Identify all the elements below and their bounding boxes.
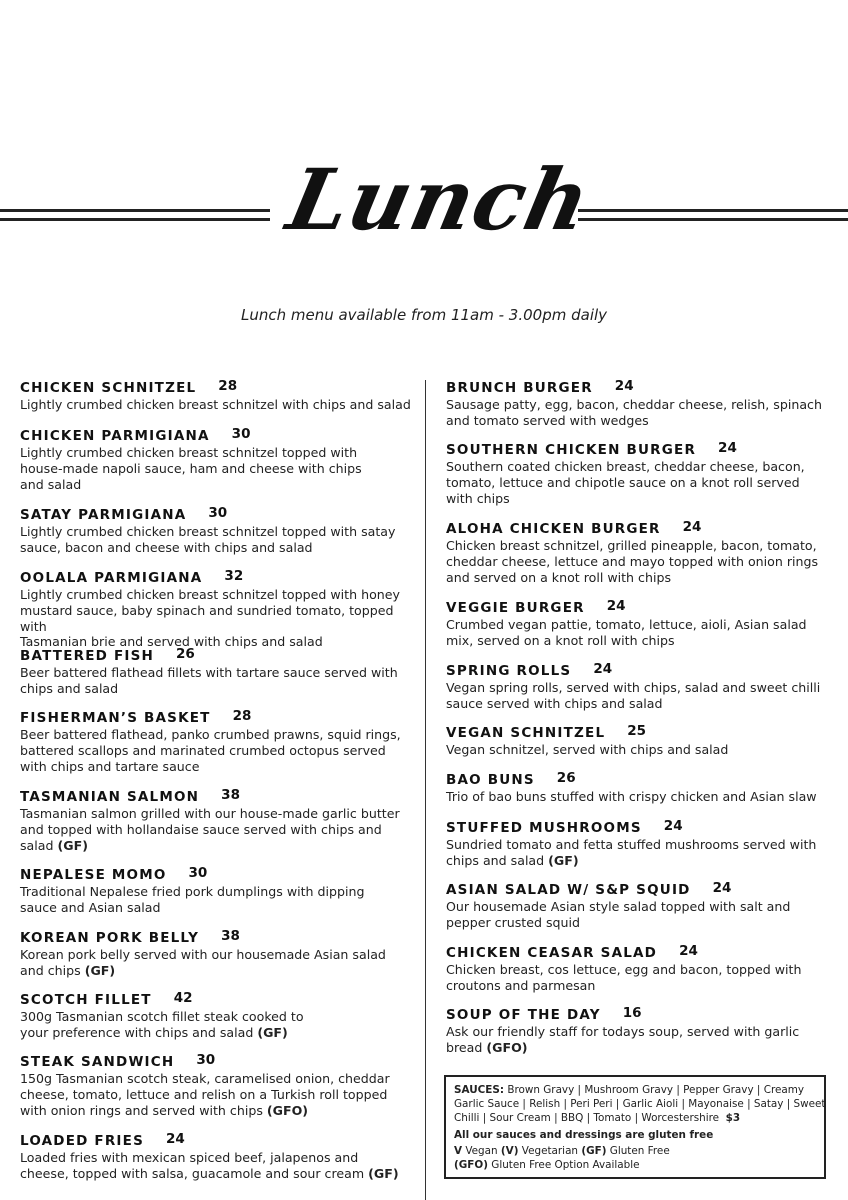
header-rule-right bbox=[578, 209, 848, 221]
menu-item-description-text: Loaded fries with mexican spiced beef, jalapenos and cheese, topped with salsa, guacamole and sour cream bbox=[20, 1150, 365, 1181]
menu-item-name: STEAK SANDWICH bbox=[20, 1054, 175, 1070]
menu-item-description bbox=[20, 587, 412, 650]
menu-item-header bbox=[446, 882, 831, 899]
sauces-box bbox=[444, 1075, 826, 1179]
menu-item-price: 38 bbox=[221, 787, 240, 803]
dietary-tag: (GF) bbox=[257, 1024, 288, 1040]
menu-item-price: 28 bbox=[232, 708, 252, 724]
menu-item-header bbox=[20, 648, 412, 665]
menu-item bbox=[20, 789, 412, 853]
menu-item-description-text: 300g Tasmanian scotch fillet steak cooked to your preference with chips and salad bbox=[20, 1009, 304, 1040]
menu-item-header bbox=[446, 725, 831, 742]
menu-item bbox=[20, 570, 412, 650]
menu-item-description-text: Sundried tomato and fetta stuffed mushrooms served with chips and salad bbox=[446, 837, 817, 868]
sauces-line-3 bbox=[454, 1111, 816, 1125]
menu-item-description bbox=[446, 538, 831, 585]
menu-item-header bbox=[446, 945, 831, 962]
menu-item-header bbox=[20, 570, 412, 587]
sauces-price: $3 bbox=[725, 1112, 741, 1124]
menu-item-name: BATTERED FISH bbox=[20, 648, 155, 664]
menu-item-description-text: Sausage patty, egg, bacon, cheddar cheese, relish, spinach and tomato served with wedges bbox=[446, 397, 822, 428]
menu-item-header bbox=[20, 428, 412, 445]
menu-item-price: 16 bbox=[622, 1005, 642, 1021]
menu-item-name: LOADED FRIES bbox=[20, 1133, 145, 1149]
menu-item bbox=[446, 521, 831, 585]
menu-item-description bbox=[446, 899, 831, 931]
menu-item-header bbox=[20, 507, 412, 524]
menu-item-description-text: Beer battered flathead fillets with tartare sauce served with chips and salad bbox=[20, 665, 398, 696]
menu-item-price: 24 bbox=[718, 440, 737, 456]
menu-item bbox=[446, 725, 831, 758]
menu-item-description bbox=[20, 1009, 412, 1041]
menu-item-header bbox=[20, 867, 412, 884]
menu-item-name: SATAY PARMIGIANA bbox=[20, 507, 187, 523]
menu-item-price: 24 bbox=[682, 519, 702, 535]
menu-item-name: KOREAN PORK BELLY bbox=[20, 930, 200, 946]
menu-item-header bbox=[446, 820, 831, 837]
menu-item bbox=[446, 1007, 831, 1056]
menu-item-description-text: Trio of bao buns stuffed with crispy chicken and Asian slaw bbox=[446, 789, 817, 804]
menu-item-description-text: Crumbed vegan pattie, tomato, lettuce, aioli, Asian salad mix, served on a knot roll with chips bbox=[446, 617, 807, 648]
menu-item-description-text: Lightly crumbed chicken breast schnitzel topped with house-made napoli sauce, ham and cheese with chips and salad bbox=[20, 445, 362, 492]
menu-item bbox=[446, 442, 831, 506]
menu-item-name: VEGGIE BURGER bbox=[446, 600, 585, 616]
dietary-tag: (GF) bbox=[57, 837, 88, 853]
menu-item bbox=[20, 1133, 412, 1182]
menu-item-header bbox=[446, 1007, 831, 1024]
menu-item-header bbox=[446, 663, 831, 680]
menu-item-description bbox=[446, 680, 831, 712]
menu-item-price: 24 bbox=[679, 943, 698, 959]
menu-item-name: SPRING ROLLS bbox=[446, 663, 572, 679]
menu-item-description-text: Vegan schnitzel, served with chips and salad bbox=[446, 742, 729, 757]
menu-item-price: 38 bbox=[221, 928, 240, 944]
menu-item-price: 30 bbox=[208, 505, 228, 521]
dietary-tag: (GFO) bbox=[486, 1039, 528, 1055]
menu-item bbox=[20, 428, 412, 492]
menu-item-price: 24 bbox=[593, 661, 613, 677]
menu-item-description bbox=[446, 1024, 831, 1056]
menu-item bbox=[20, 710, 412, 774]
menu-item-name: ASIAN SALAD W/ S&P SQUID bbox=[446, 882, 691, 898]
menu-item-header bbox=[446, 442, 831, 459]
menu-item-description bbox=[20, 727, 412, 774]
column-divider bbox=[425, 380, 426, 1200]
menu-item-description bbox=[20, 1071, 412, 1118]
menu-item-name: STUFFED MUSHROOMS bbox=[446, 820, 642, 836]
menu-item-name: BAO BUNS bbox=[446, 772, 535, 788]
menu-item-description-text: Beer battered flathead, panko crumbed prawns, squid rings, battered scallops and marinated crumbed octopus served with chips and tartare sauce bbox=[20, 727, 401, 774]
menu-item-header bbox=[20, 710, 412, 727]
menu-item-description bbox=[20, 445, 412, 492]
menu-item-description bbox=[446, 617, 831, 649]
dietary-tag: (GF) bbox=[84, 962, 116, 978]
menu-item-header bbox=[20, 992, 412, 1009]
menu-item bbox=[20, 380, 412, 413]
menu-item-header bbox=[446, 600, 831, 617]
menu-item-description-text: 150g Tasmanian scotch steak, caramelised onion, cheddar cheese, tomato, lettuce and relish on a Turkish roll topped with onion rings and served with chips bbox=[20, 1071, 390, 1118]
menu-item-price: 24 bbox=[606, 598, 626, 614]
menu-item-description-text: Korean pork belly served with our housemade Asian salad and chips bbox=[20, 947, 386, 978]
menu-item-name: ALOHA CHICKEN BURGER bbox=[446, 521, 661, 537]
menu-item-description bbox=[20, 524, 412, 556]
menu-item-price: 30 bbox=[196, 1052, 216, 1068]
menu-item bbox=[20, 930, 412, 979]
sauces-label: SAUCES: bbox=[454, 1084, 505, 1096]
menu-item-description-text: Tasmanian salmon grilled with our house-made garlic butter and topped with hollandaise sauce served with chips and salad bbox=[20, 806, 400, 853]
menu-item-name: SOUTHERN CHICKEN BURGER bbox=[446, 442, 697, 458]
menu-item-description-text: Lightly crumbed chicken breast schnitzel topped with satay sauce, bacon and cheese with chips and salad bbox=[20, 524, 396, 555]
menu-item bbox=[20, 1054, 412, 1118]
menu-item-description-text: Chicken breast, cos lettuce, egg and bacon, topped with croutons and parmesan bbox=[446, 962, 802, 993]
menu-item-description bbox=[20, 884, 412, 916]
menu-item bbox=[20, 507, 412, 556]
menu-item-description bbox=[20, 665, 412, 697]
menu-item-description-text: Lightly crumbed chicken breast schnitzel with chips and salad bbox=[20, 397, 411, 412]
menu-item-description-text: Our housemade Asian style salad topped with salt and pepper crusted squid bbox=[446, 899, 791, 930]
menu-item-price: 24 bbox=[712, 880, 732, 896]
menu-item-header bbox=[446, 772, 831, 789]
gluten-note: All our sauces and dressings are gluten free bbox=[454, 1129, 714, 1141]
menu-item-name: FISHERMAN’S BASKET bbox=[20, 710, 211, 726]
dietary-tag: (GF) bbox=[368, 1165, 399, 1181]
menu-item-price: 25 bbox=[627, 723, 647, 739]
menu-item bbox=[446, 772, 831, 805]
menu-item-price: 26 bbox=[556, 770, 576, 786]
menu-item-name: VEGAN SCHNITZEL bbox=[446, 725, 606, 741]
menu-item-description-text: Traditional Nepalese fried pork dumplings with dipping sauce and Asian salad bbox=[20, 884, 365, 915]
menu-item-description bbox=[446, 459, 831, 506]
menu-item-name: SCOTCH FILLET bbox=[20, 992, 152, 1008]
menu-item-description bbox=[20, 806, 412, 853]
menu-item-description-text: Vegan spring rolls, served with chips, salad and sweet chilli sauce served with chips and salad bbox=[446, 680, 821, 711]
menu-item bbox=[446, 663, 831, 712]
menu-item bbox=[446, 820, 831, 869]
sauces-line-1 bbox=[454, 1083, 816, 1097]
menu-item-header bbox=[20, 1054, 412, 1071]
menu-item-name: NEPALESE MOMO bbox=[20, 867, 167, 883]
legend-line-1: V Vegan (V) Vegetarian (GF) Gluten Free bbox=[454, 1145, 670, 1157]
menu-item-price: 30 bbox=[188, 865, 208, 881]
menu-item-description-text: Lightly crumbed chicken breast schnitzel topped with honey mustard sauce, baby spinach and sundried tomato, topped with Tasmanian brie and served with chips and salad bbox=[20, 587, 400, 650]
dietary-tag: (GF) bbox=[548, 852, 579, 868]
sauces-list-1: Brown Gravy | Mushroom Gravy | Pepper Gravy | Creamy bbox=[507, 1084, 805, 1096]
sauces-list-3: Chilli | Sour Cream | BBQ | Tomato | Worcestershire bbox=[454, 1112, 720, 1124]
menu-item-price: 24 bbox=[166, 1131, 185, 1147]
menu-subtitle: Lunch menu available from 11am - 3.00pm daily bbox=[240, 306, 608, 324]
menu-item-price: 30 bbox=[231, 426, 251, 442]
legend-line-2: (GFO) Gluten Free Option Available bbox=[454, 1159, 640, 1171]
menu-item-header bbox=[20, 1133, 412, 1150]
menu-item-price: 24 bbox=[614, 378, 634, 394]
menu-item-description bbox=[20, 397, 412, 413]
menu-item-description-text: Ask our friendly staff for todays soup, served with garlic bread bbox=[446, 1024, 800, 1055]
menu-item-description bbox=[446, 962, 831, 994]
dietary-tag: (GFO) bbox=[266, 1102, 309, 1118]
menu-item-price: 32 bbox=[224, 568, 244, 584]
menu-item-header bbox=[446, 380, 831, 397]
menu-item bbox=[20, 867, 412, 916]
menu-item bbox=[446, 600, 831, 649]
menu-item-price: 28 bbox=[218, 378, 238, 394]
menu-item-name: TASMANIAN SALMON bbox=[20, 789, 200, 805]
menu-item-description-text: Southern coated chicken breast, cheddar cheese, bacon, tomato, lettuce and chipotle sauce on a knot roll served with chips bbox=[446, 459, 805, 506]
menu-item bbox=[20, 648, 412, 697]
menu-item bbox=[446, 945, 831, 994]
menu-item-name: BRUNCH BURGER bbox=[446, 380, 593, 396]
menu-item-description-text: Chicken breast schnitzel, grilled pineapple, bacon, tomato, cheddar cheese, lettuce and mayo topped with onion rings and served on a knot roll with chips bbox=[446, 538, 819, 585]
menu-item bbox=[20, 992, 412, 1041]
menu-item-name: SOUP OF THE DAY bbox=[446, 1007, 601, 1023]
menu-item-header bbox=[20, 380, 412, 397]
menu-item-description bbox=[446, 789, 831, 805]
menu-item-header bbox=[446, 521, 831, 538]
menu-item-description bbox=[446, 742, 831, 758]
sauces-line-2: Garlic Sauce | Relish | Peri Peri | Garlic Aioli | Mayonaise | Satay | Sweet bbox=[454, 1098, 826, 1110]
menu-item-price: 24 bbox=[663, 818, 683, 834]
header-rule-left bbox=[0, 209, 270, 221]
menu-item-name: CHICKEN SCHNITZEL bbox=[20, 380, 197, 396]
menu-item-header bbox=[20, 930, 412, 947]
menu-item bbox=[446, 380, 831, 429]
menu-item bbox=[446, 882, 831, 931]
menu-item-name: CHICKEN CEASAR SALAD bbox=[446, 945, 658, 961]
menu-item-description bbox=[446, 837, 831, 869]
menu-item-price: 42 bbox=[173, 990, 193, 1006]
menu-item-description bbox=[20, 1150, 412, 1182]
menu-item-name: CHICKEN PARMIGIANA bbox=[20, 428, 210, 444]
menu-item-description bbox=[446, 397, 831, 429]
menu-item-price: 26 bbox=[176, 646, 195, 662]
menu-title: Lunch bbox=[279, 150, 600, 249]
menu-item-header bbox=[20, 789, 412, 806]
menu-item-name: OOLALA PARMIGIANA bbox=[20, 570, 203, 586]
menu-item-description bbox=[20, 947, 412, 979]
